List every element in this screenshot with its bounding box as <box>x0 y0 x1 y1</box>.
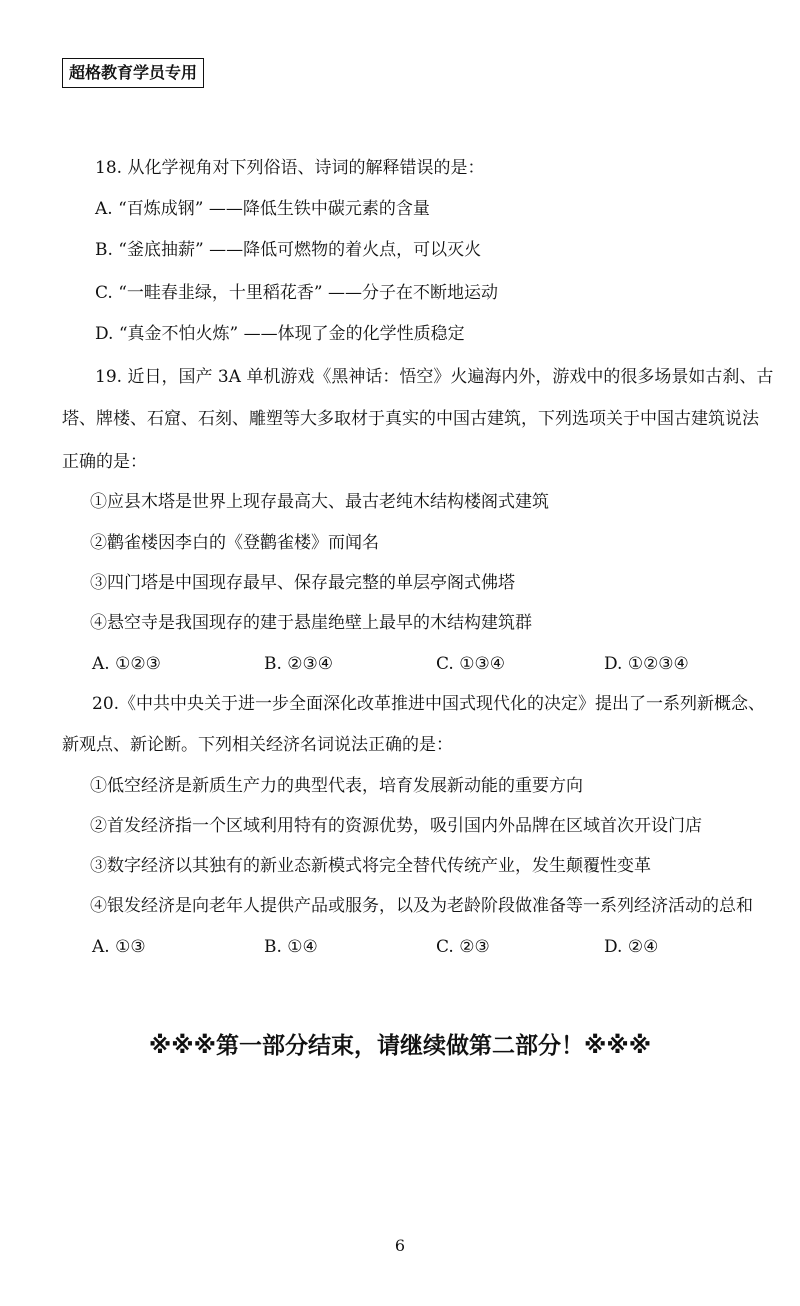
q19-option-a: A. ①②③ <box>92 654 161 674</box>
q20-option-a: A. ①③ <box>92 937 146 957</box>
q20-stem-line-1: 20.《中共中央关于进一步全面深化改革推进中国式现代化的决定》提出了一系列新概念、 <box>92 694 766 714</box>
student-only-stamp: 超格教育学员专用 <box>62 58 204 88</box>
q20-statement-1: ①低空经济是新质生产力的典型代表，培育发展新动能的重要方向 <box>90 776 583 796</box>
q18-stem: 18. 从化学视角对下列俗语、诗词的解释错误的是： <box>95 158 485 178</box>
q19-statement-1: ①应县木塔是世界上现存最高大、最古老纯木结构楼阁式建筑 <box>90 492 549 512</box>
q20-option-b: B. ①④ <box>264 937 318 957</box>
q19-option-c: C. ①③④ <box>436 654 505 674</box>
q19-stem-line-2: 塔、牌楼、石窟、石刻、雕塑等大多取材于真实的中国古建筑，下列选项关于中国古建筑说法 <box>62 409 759 429</box>
q19-statement-3: ③四门塔是中国现存最早、保存最完整的单层亭阁式佛塔 <box>90 573 515 593</box>
q19-option-b: B. ②③④ <box>264 654 334 674</box>
q19-stem-line-3: 正确的是： <box>62 452 147 472</box>
q18-option-d: D. “真金不怕火炼” ——体现了金的化学性质稳定 <box>95 324 465 344</box>
q20-statement-4: ④银发经济是向老年人提供产品或服务，以及为老龄阶段做准备等一系列经济活动的总和 <box>90 896 753 916</box>
q19-statement-2: ②鹳雀楼因李白的《登鹳雀楼》而闻名 <box>90 533 379 553</box>
q18-option-a: A. “百炼成钢” ——降低生铁中碳元素的含量 <box>95 199 430 219</box>
q20-option-c: C. ②③ <box>436 937 490 957</box>
q20-option-d: D. ②④ <box>604 937 659 957</box>
section-end-note: ※※※第一部分结束，请继续做第二部分！※※※ <box>148 1033 652 1059</box>
q20-statement-3: ③数字经济以其独有的新业态新模式将完全替代传统产业，发生颠覆性变革 <box>90 856 651 876</box>
q19-stem-line-1: 19. 近日，国产 3A 单机游戏《黑神话：悟空》火遍海内外，游戏中的很多场景如古刹、古 <box>95 367 774 387</box>
q18-option-b: B. “釜底抽薪” ——降低可燃物的着火点，可以灭火 <box>95 240 482 260</box>
q20-statement-2: ②首发经济指一个区域利用特有的资源优势，吸引国内外品牌在区域首次开设门店 <box>90 816 702 836</box>
q18-option-c: C. “一畦春韭绿，十里稻花香” ——分子在不断地运动 <box>95 283 498 303</box>
q20-stem-line-2: 新观点、新论断。下列相关经济名词说法正确的是： <box>62 735 453 755</box>
q19-statement-4: ④悬空寺是我国现存的建于悬崖绝壁上最早的木结构建筑群 <box>90 613 532 633</box>
page-number: 6 <box>394 1236 406 1255</box>
q19-option-d: D. ①②③④ <box>604 654 689 674</box>
